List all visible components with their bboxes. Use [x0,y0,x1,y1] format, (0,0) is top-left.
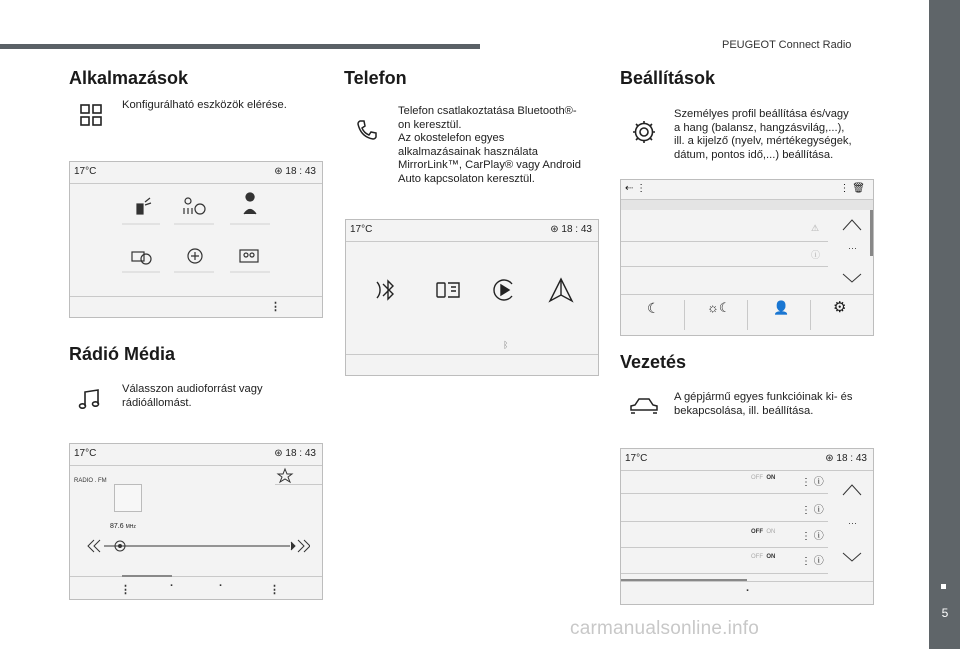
day-night-icon[interactable]: ☼☾ [707,300,731,315]
row2-actions[interactable]: ⋮ ⓘ [801,505,824,516]
clock: ⊛ 18 : 43 [825,453,867,464]
section-title-radio: Rádió Média [69,344,176,364]
toggle-1[interactable]: OFF ON [751,475,776,481]
apps-screen [69,161,323,318]
scroll-arrows[interactable] [841,216,863,286]
section-title-settings: Beállítások [620,68,716,88]
grid-icon [80,104,102,126]
brand-header: PEUGEOT Connect Radio [722,39,852,51]
band-label: RADIO . FM [74,478,107,484]
music-note-icon [78,387,102,411]
tuner-slider[interactable] [86,534,310,558]
page-marker [941,584,946,589]
apps-icon-grid [120,192,280,292]
row1-actions[interactable]: ⋮ ⓘ [801,477,824,488]
bluetooth-small-icon: ᛒ [503,340,509,350]
page-indicator: · [746,585,750,597]
radio-dot-1[interactable]: · [170,580,174,592]
bluetooth-icon[interactable] [374,276,402,304]
favorite-star-icon[interactable] [275,466,323,486]
svg-text:···: ··· [848,518,857,528]
temperature: 17°C [74,448,97,459]
trash-icon[interactable]: ⋮ 🗑 [839,183,865,194]
profile-icon[interactable]: 👤 [773,300,790,315]
row3-actions[interactable]: ⋮ ⓘ [801,531,824,542]
driving-description: A gépjármű egyes funkcióinak ki- és bekapcsolása, ill. beállítása. [674,391,853,417]
side-tab [929,0,960,649]
scroll-arrows[interactable] [841,481,863,565]
settings-screen [620,179,874,336]
section-title-apps: Alkalmazások [69,68,189,88]
radio-description: Válasszon audioforrást vagy rádióállomást. [122,383,263,409]
station-artwork [114,484,142,512]
temperature: 17°C [350,224,373,235]
clock: ⊛ 18 : 43 [274,448,316,459]
carplay-icon[interactable] [490,276,518,304]
frequency-readout: 87.6 MHz [110,523,136,530]
more-menu-icon[interactable]: ⋮ [270,301,281,313]
car-icon [629,396,659,416]
toggle-4[interactable]: OFF ON [751,554,776,560]
row4-actions[interactable]: ⋮ ⓘ [801,556,824,567]
warning-icon: ⚠ [811,223,820,233]
radio-more-icon[interactable]: ⋮ [269,584,280,596]
temperature: 17°C [625,453,648,464]
night-mode-icon[interactable]: ☾ [647,300,660,316]
svg-text:···: ··· [848,243,857,253]
toggle-3[interactable]: OFF ON [751,529,776,535]
radio-dot-2[interactable]: · [219,580,223,592]
back-arrow-icon[interactable]: ⇠ ⋮ [625,183,647,194]
header-rule [0,44,480,49]
page-number: 5 [941,606,949,620]
radio-screen [69,443,323,600]
phone-handset-icon [355,118,379,142]
apps-description: Konfigurálható eszközök elérése. [122,99,287,111]
settings-description: Személyes profil beállítása és/vagy a hang (balansz, hangzásvilág,...), ill. a kijelző (nyelv, mértékegységek, dátum, pontos idő,...) beállítása. [674,108,852,161]
clock: ⊛ 18 : 43 [550,224,592,235]
info-icon: ⓘ [811,250,821,260]
section-title-phone: Telefon [344,68,407,88]
settings-small-gear-icon[interactable]: ⚙ [833,299,847,316]
temperature: 17°C [74,166,97,177]
radio-menu-icon[interactable]: ⋮ [120,584,131,596]
gear-icon [631,119,657,145]
mirrorlink-icon[interactable] [434,278,462,304]
driving-screen [620,448,874,605]
android-auto-icon[interactable] [546,276,576,304]
clock: ⊛ 18 : 43 [274,166,316,177]
watermark: carmanualsonline.info [570,618,760,639]
phone-description: Telefon csatlakoztatása Bluetooth®- on keresztül. Az okostelefon egyes alkalmazásainak használata MirrorLink™, CarPlay® vagy Android Auto kapcsolaton keresztül. [398,105,581,185]
section-title-driving: Vezetés [620,352,687,372]
phone-screen [345,219,599,376]
